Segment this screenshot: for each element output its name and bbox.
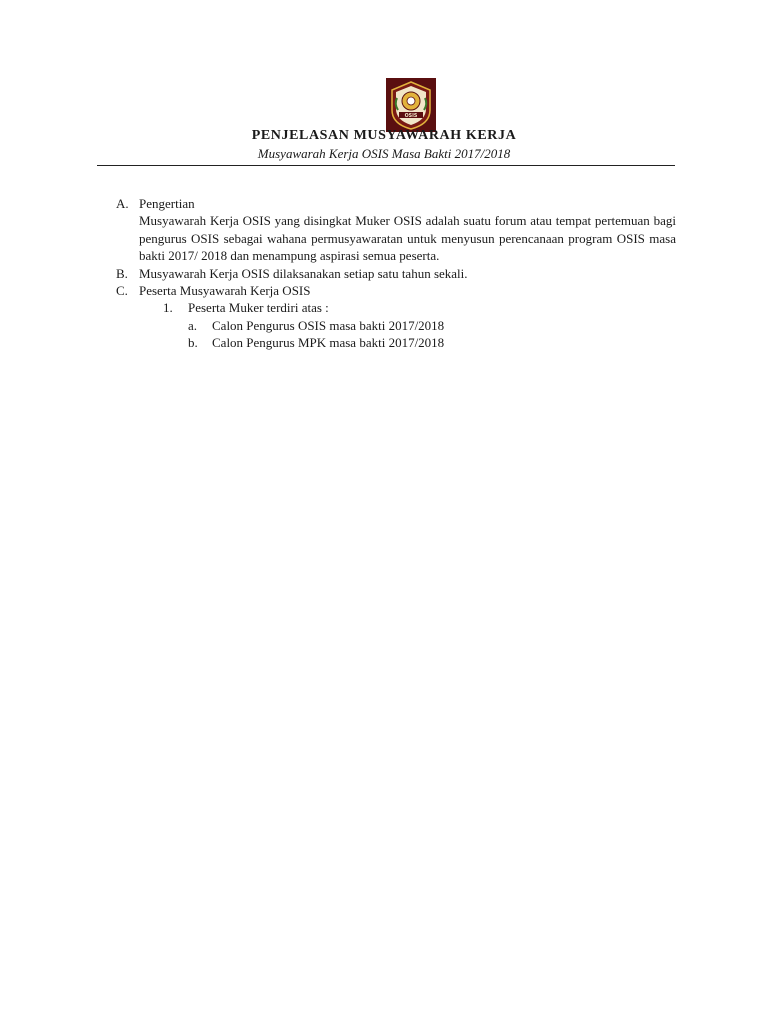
list-subitem: [188, 317, 676, 334]
section-a-paragraph: Musyawarah Kerja OSIS yang disingkat Muker OSIS adalah suatu forum atau tempat pertemuan bagi pengurus OSIS sebagai wahana permusyawaratan untuk menyusun perencanaan program OSIS masa bakti 2017/ 2018 dan menampung aspirasi semua peserta.: [139, 213, 676, 264]
header-divider: [97, 165, 675, 166]
osis-logo: [386, 78, 436, 132]
section-heading: Pengertian: [139, 196, 195, 211]
list-marker: b.: [188, 335, 198, 351]
section-a-heading-row: [116, 195, 676, 212]
section-a: [116, 195, 676, 265]
list-item-text: Peserta Muker terdiri atas :: [188, 300, 329, 316]
list-marker: a.: [188, 317, 198, 333]
list-subitem-text: Calon Pengurus OSIS masa bakti 2017/2018: [212, 317, 445, 333]
section-heading: Musyawarah Kerja OSIS dilaksanakan setiap satu tahun sekali.: [139, 265, 468, 281]
osis-emblem-icon: [386, 78, 436, 132]
document-subtitle: Musyawarah Kerja OSIS Masa Bakti 2017/2018: [257, 146, 511, 161]
section-b: [116, 265, 676, 282]
logo-text: OSIS: [404, 114, 418, 119]
list-marker: B.: [116, 265, 128, 281]
document-body: [116, 195, 676, 352]
section-heading: Peserta Musyawarah Kerja OSIS: [139, 283, 311, 299]
list-subitem: [188, 334, 676, 351]
section-c: [116, 282, 676, 352]
document-title: PENJELASAN MUSYAWARAH KERJA: [251, 128, 517, 143]
list-item: [163, 299, 676, 316]
list-marker: 1.: [163, 300, 173, 316]
list-subitem-text: Calon Pengurus MPK masa bakti 2017/2018: [212, 335, 445, 351]
section-c-heading-row: [116, 282, 676, 299]
list-marker: A.: [116, 196, 129, 211]
list-marker: C.: [116, 283, 128, 299]
